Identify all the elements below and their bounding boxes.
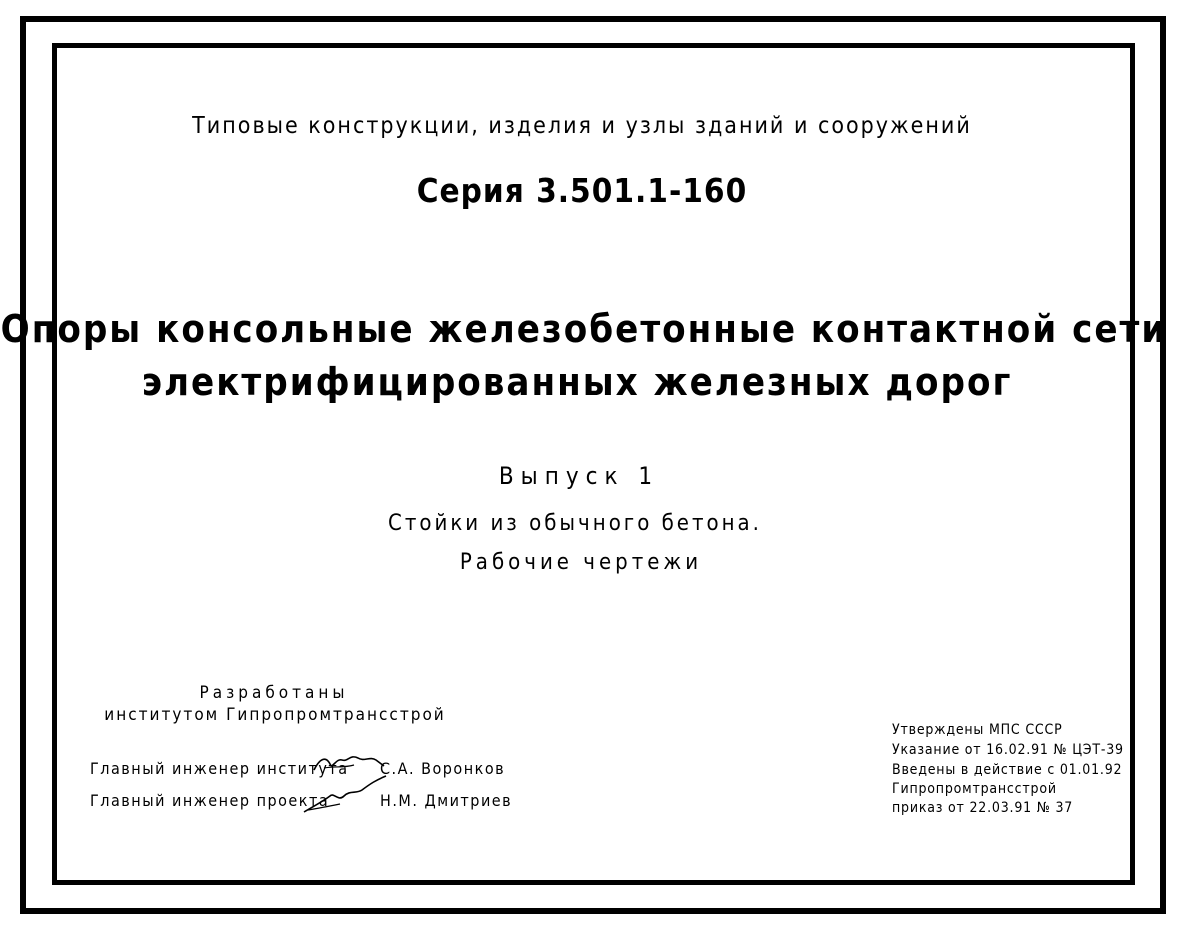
issue-subtitle-1: Стойки из обычного бетона. bbox=[388, 511, 762, 536]
chief-project-engineer-role: Главный инженер проекта bbox=[90, 791, 330, 810]
series-caption: Типовые конструкции, изделия и узлы зданий и сооружений bbox=[192, 113, 972, 139]
issue-subtitle-2: Рабочие чертежи bbox=[459, 550, 703, 575]
chief-engineer-institute-role: Главный инженер института bbox=[90, 759, 349, 778]
chief-engineer-institute-name: С.А. Воронков bbox=[380, 759, 506, 778]
approval-line-1: Утверждены МПС СССР bbox=[892, 722, 1063, 738]
approval-line-4: Гипропромтрансстрой bbox=[892, 781, 1057, 797]
approval-line-5: приказ от 22.03.91 № 37 bbox=[892, 800, 1074, 816]
approval-line-3: Введены в действие с 01.01.92 bbox=[892, 762, 1123, 778]
document-title-line-2: электрифицированных железных дорог bbox=[141, 360, 1013, 404]
chief-project-engineer-name: Н.М. Дмитриев bbox=[380, 791, 513, 810]
issue-label: Выпуск 1 bbox=[498, 462, 660, 490]
approval-line-2: Указание от 16.02.91 № ЦЭТ-39 bbox=[892, 742, 1124, 758]
document-title-line-1: Опоры консольные железобетонные контактной сети bbox=[0, 307, 1168, 351]
developer-institute: институтом Гипропромтрансстрой bbox=[104, 705, 446, 725]
signature-image-2 bbox=[300, 772, 390, 816]
series-code: Серия 3.501.1-160 bbox=[416, 171, 748, 210]
developer-caption: Разработаны bbox=[199, 683, 349, 703]
